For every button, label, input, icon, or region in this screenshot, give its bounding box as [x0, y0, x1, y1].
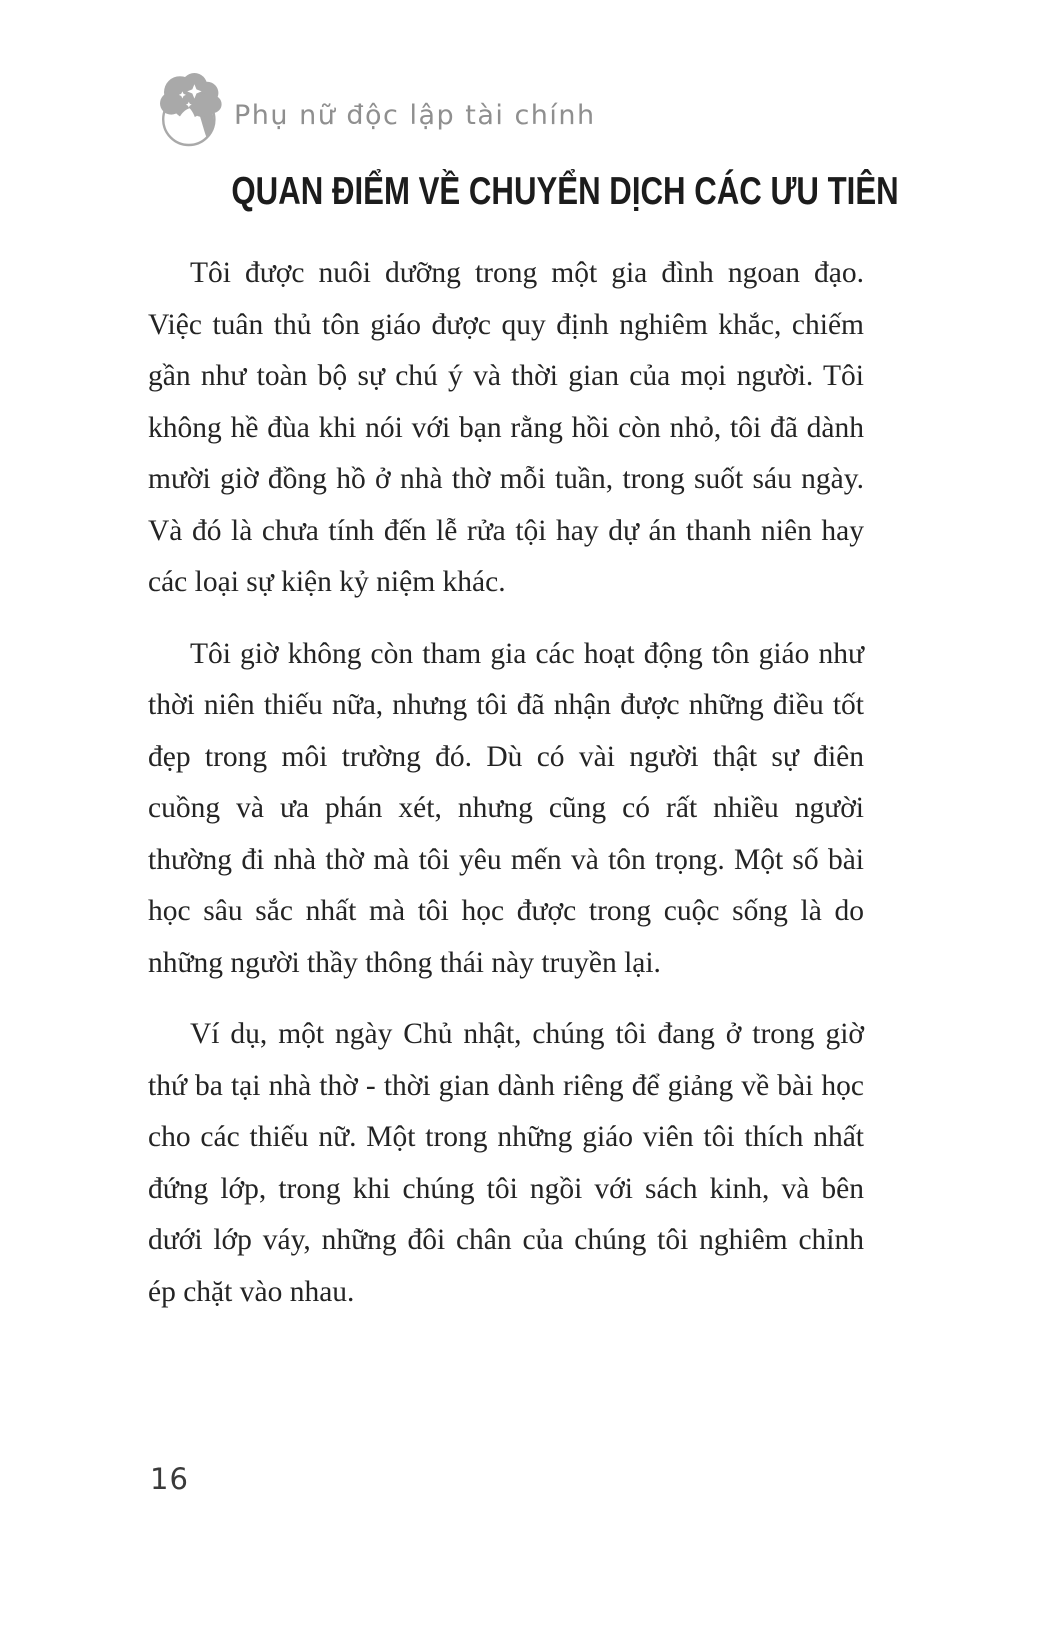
- page-number: 16: [150, 1462, 189, 1496]
- body-paragraph: Ví dụ, một ngày Chủ nhật, chúng tôi đang ở trong giờ thứ ba tại nhà thờ - thời gian dành riêng để giảng về bài học cho các thiếu nữ. Một trong những giáo viên tôi thích nhất đứng lớp, trong khi chúng tôi ngồi với sách kinh, và bên dưới lớp váy, những đôi chân của chúng tôi nghiêm chỉnh ép chặt vào nhau.: [148, 1018, 864, 1308]
- section-heading: [148, 168, 899, 216]
- woman-with-sparkles-icon: [148, 66, 228, 152]
- body-text: [148, 248, 864, 1338]
- running-head-book-title: Phụ nữ độc lập tài chính: [234, 100, 596, 131]
- section-heading-text: QUAN ĐIỂM VỀ CHUYỂN DỊCH CÁC ƯU TIÊN: [231, 170, 899, 213]
- body-paragraph: Tôi giờ không còn tham gia các hoạt động tôn giáo như thời niên thiếu nữa, nhưng tôi đã nhận được những điều tốt đẹp trong môi trường đó. Dù có vài người thật sự điên cuồng và ưa phán xét, nhưng cũng có rất nhiều người thường đi nhà thờ mà tôi yêu mến và tôn trọng. Một số bài học sâu sắc nhất mà tôi học được trong cuộc sống là do những người thầy thông thái này truyền lại.: [148, 637, 864, 979]
- body-paragraph: Tôi được nuôi dưỡng trong một gia đình ngoan đạo. Việc tuân thủ tôn giáo được quy định nghiêm khắc, chiếm gần như toàn bộ sự chú ý và thời gian của mọi người. Tôi không hề đùa khi nói với bạn rằng hồi còn nhỏ, tôi đã dành mười giờ đồng hồ ở nhà thờ mỗi tuần, trong suốt sáu ngày. Và đó là chưa tính đến lễ rửa tội hay dự án thanh niên hay các loại sự kiện kỷ niệm khác.: [148, 257, 864, 598]
